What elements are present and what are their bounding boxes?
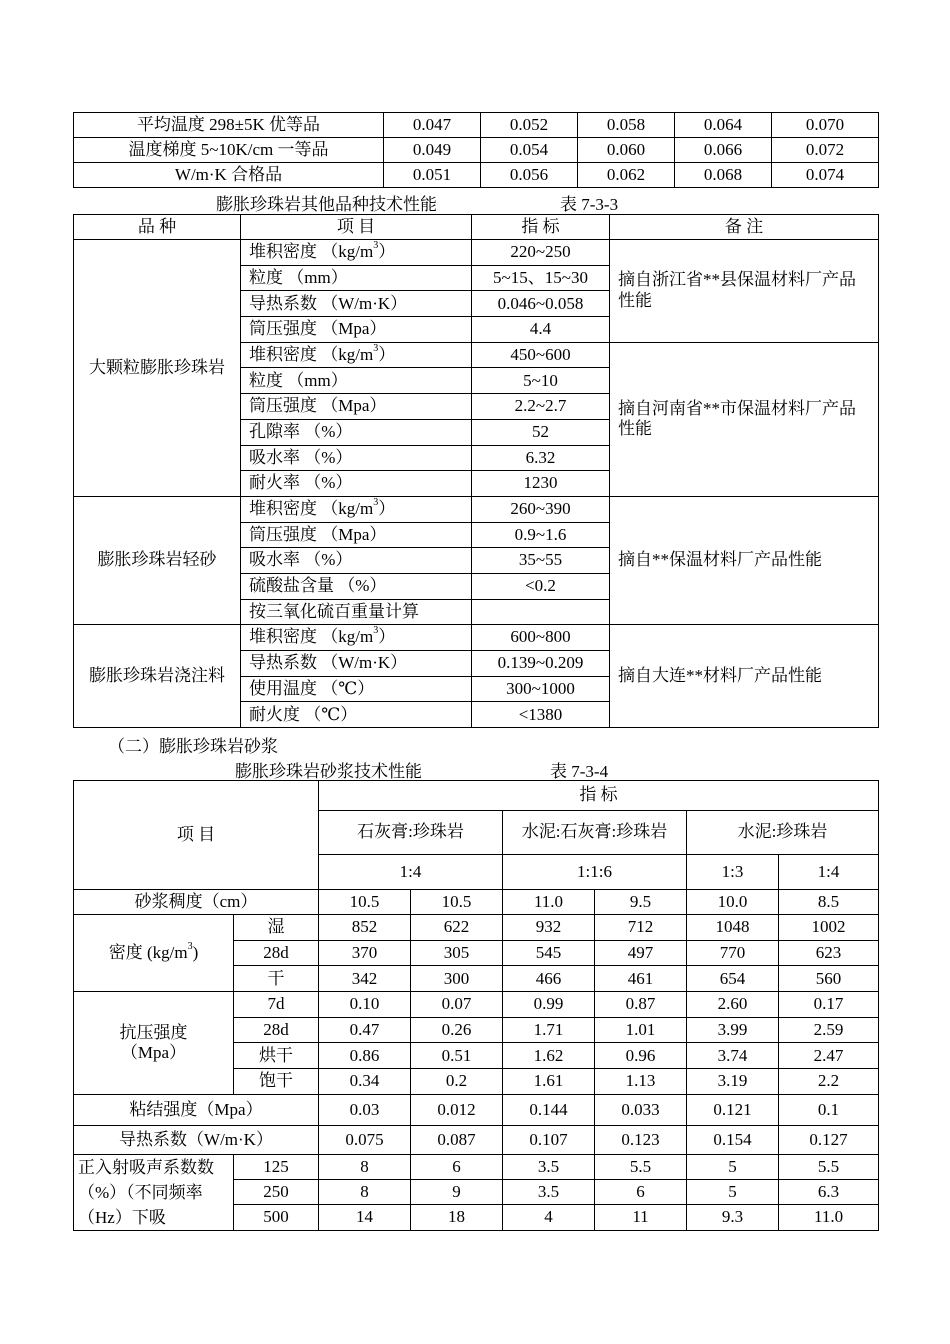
ratio-cell: 1:4 [779,855,879,890]
sub-label: 湿 [234,915,319,941]
sub-label: 28d [234,1017,319,1043]
table-row [74,496,879,522]
value-cell: 0.087 [411,1125,503,1154]
value-cell: 10.0 [687,890,779,915]
item-cell: 筒压强度 （Mpa） [241,394,472,420]
superscript: 3 [187,940,193,952]
ratio-cell: 1:4 [319,855,503,890]
sub-label: 烘干 [234,1043,319,1069]
value-cell: 0.062 [578,163,675,188]
table-row [74,240,879,266]
item-cell-text: 堆积密度 （kg/m [249,242,374,262]
value-cell: 1.71 [503,1017,595,1043]
table-row [74,113,879,138]
value-cell: 35~55 [472,548,610,574]
value-cell: 9.5 [595,890,687,915]
item-cell: 粒度 （mm） [241,368,472,394]
value-cell: 0.9~1.6 [472,522,610,548]
value-cell: 0.26 [411,1017,503,1043]
value-cell: 0.34 [319,1069,411,1095]
item-cell: 导热系数 （W/m·K） [241,291,472,317]
value-cell: 712 [595,915,687,941]
value-cell: 2.60 [687,992,779,1018]
item-cell-text: 堆积密度 （kg/m [249,627,374,647]
value-cell: 0.052 [481,113,578,138]
value-cell: 3.5 [503,1154,595,1179]
sub-label: 28d [234,940,319,966]
item-cell-unit-close: ） [378,344,396,364]
value-cell: 220~250 [472,240,610,266]
item-cell [241,240,472,266]
remark-cell: 摘自河南省**市保温材料厂产品性能 [610,342,879,496]
item-cell: 耐火度 （℃） [241,702,472,728]
value-cell: 18 [411,1205,503,1230]
variety-name: 膨胀珍珠岩轻砂 [74,496,241,624]
value-cell: 0.99 [503,992,595,1018]
item-cell: 粒度 （mm） [241,265,472,291]
value-cell: 466 [503,966,595,992]
table-7-3-4 [73,780,879,1231]
row-label: W/m·K 合格品 [74,163,384,188]
mortar-type: 水泥:珍珠岩 [687,811,879,855]
item-cell: 按三氧化硫百重量计算 [241,599,472,625]
group-label-close: ) [192,942,199,962]
value-cell: 0.96 [595,1043,687,1069]
value-cell: 0.056 [481,163,578,188]
header-cell: 品 种 [74,215,241,240]
value-cell: 8.5 [779,890,879,915]
value-cell: 3.99 [687,1017,779,1043]
remark-cell: 摘自大连**材料厂产品性能 [610,625,879,728]
value-cell: 8 [319,1154,411,1179]
value-cell: 1048 [687,915,779,941]
item-cell: 孔隙率 （%） [241,419,472,445]
value-cell: 932 [503,915,595,941]
value-cell [472,599,610,625]
item-cell: 使用温度 （℃） [241,676,472,702]
sub-label: 250 [234,1180,319,1205]
value-cell: 0.1 [779,1094,879,1125]
sub-label: 125 [234,1154,319,1179]
value-cell: 0.03 [319,1094,411,1125]
table-row [74,215,879,240]
value-cell: 0.144 [503,1094,595,1125]
item-cell-unit-close: ） [378,499,396,519]
value-cell: 3.19 [687,1069,779,1095]
sub-label: 7d [234,992,319,1018]
item-cell-text: 堆积密度 （kg/m [249,499,374,519]
variety-name: 大颗粒膨胀珍珠岩 [74,240,241,497]
value-cell: 300~1000 [472,676,610,702]
value-cell: 654 [687,966,779,992]
value-cell: 1.61 [503,1069,595,1095]
value-cell: 0.068 [675,163,772,188]
item-cell-unit-close: ） [378,242,396,262]
value-cell: 0.046~0.058 [472,291,610,317]
value-cell: 1.62 [503,1043,595,1069]
row-label: 砂浆稠度（cm） [74,890,319,915]
header-cell: 项 目 [241,215,472,240]
value-cell: 0.86 [319,1043,411,1069]
table-row [74,1154,879,1179]
value-cell: 497 [595,940,687,966]
value-cell: 623 [779,940,879,966]
item-cell-unit-close: ） [378,627,396,647]
remark-cell: 摘自**保温材料厂产品性能 [610,496,879,624]
value-cell: 2.2 [779,1069,879,1095]
item-cell: 吸水率 （%） [241,548,472,574]
table-row [74,625,879,651]
superscript: 3 [373,625,379,637]
table-row [74,138,879,163]
index-header: 指 标 [319,781,879,811]
value-cell: 8 [319,1180,411,1205]
item-cell-text: 堆积密度 （kg/m [249,344,374,364]
value-cell: 0.051 [384,163,481,188]
value-cell: 0.154 [687,1125,779,1154]
sub-label: 500 [234,1205,319,1230]
value-cell: 5.5 [779,1154,879,1179]
value-cell: 0.012 [411,1094,503,1125]
table-row [74,1094,879,1125]
row-label: 平均温度 298±5K 优等品 [74,113,384,138]
mortar-type: 石灰膏:珍珠岩 [319,811,503,855]
item-cell: 筒压强度 （Mpa） [241,522,472,548]
top-table [73,112,879,188]
table-row [74,1125,879,1154]
ratio-cell: 1:1:6 [503,855,687,890]
table-row [74,915,879,941]
ratio-cell: 1:3 [687,855,779,890]
table-row [74,890,879,915]
sub-label: 干 [234,966,319,992]
table-7-3-4-title: 膨胀珍珠岩砂浆技术性能 [235,762,422,781]
value-cell: 2.47 [779,1043,879,1069]
mortar-type: 水泥:石灰膏:珍珠岩 [503,811,687,855]
item-cell [241,342,472,368]
table-7-3-3 [73,214,879,728]
item-cell: 硫酸盐含量 （%） [241,573,472,599]
value-cell: 0.054 [481,138,578,163]
value-cell: 5 [687,1154,779,1179]
header-cell: 指 标 [472,215,610,240]
value-cell: 11.0 [779,1205,879,1230]
value-cell: 5~10 [472,368,610,394]
value-cell: 11 [595,1205,687,1230]
value-cell: 0.107 [503,1125,595,1154]
section-heading: （二）膨胀珍珠岩砂浆 [108,737,278,756]
value-cell: 14 [319,1205,411,1230]
item-cell [241,496,472,522]
value-cell: 1.13 [595,1069,687,1095]
value-cell: 370 [319,940,411,966]
value-cell: 0.075 [319,1125,411,1154]
value-cell: 622 [411,915,503,941]
value-cell: 6 [411,1154,503,1179]
value-cell: 0.2 [411,1069,503,1095]
value-cell: 1002 [779,915,879,941]
value-cell: 4.4 [472,317,610,343]
superscript: 3 [373,497,379,509]
value-cell: 0.072 [772,138,879,163]
table-row [74,781,879,811]
item-cell [241,625,472,651]
value-cell: 52 [472,419,610,445]
value-cell: 9.3 [687,1205,779,1230]
value-cell: 5~15、15~30 [472,265,610,291]
table-row [74,163,879,188]
value-cell: 0.139~0.209 [472,651,610,677]
value-cell: 6.3 [779,1180,879,1205]
value-cell: 5 [687,1180,779,1205]
value-cell: 461 [595,966,687,992]
value-cell: 0.123 [595,1125,687,1154]
value-cell: 0.87 [595,992,687,1018]
value-cell: 560 [779,966,879,992]
value-cell: 600~800 [472,625,610,651]
table-row [74,992,879,1018]
value-cell: 0.049 [384,138,481,163]
superscript: 3 [373,240,379,252]
value-cell: 0.033 [595,1094,687,1125]
group-label: 抗压强度（Mpa） [74,992,234,1095]
variety-name: 膨胀珍珠岩浇注料 [74,625,241,728]
item-cell: 吸水率 （%） [241,445,472,471]
value-cell: 770 [687,940,779,966]
value-cell: 6.32 [472,445,610,471]
value-cell: 0.47 [319,1017,411,1043]
item-header: 项 目 [74,781,319,890]
value-cell: 0.07 [411,992,503,1018]
value-cell: 1.01 [595,1017,687,1043]
group-label [74,915,234,992]
value-cell: 4 [503,1205,595,1230]
group-label: 正入射吸声系数数（%）（不同频率（Hz）下吸 [74,1154,234,1230]
sub-label: 饱干 [234,1069,319,1095]
value-cell: 0.070 [772,113,879,138]
value-cell: 0.066 [675,138,772,163]
value-cell: 5.5 [595,1154,687,1179]
item-cell: 筒压强度 （Mpa） [241,317,472,343]
value-cell: 342 [319,966,411,992]
remark-cell: 摘自浙江省**县保温材料厂产品性能 [610,240,879,343]
value-cell: 11.0 [503,890,595,915]
row-label: 导热系数（W/m·K） [74,1125,319,1154]
value-cell: <0.2 [472,573,610,599]
row-label: 温度梯度 5~10K/cm 一等品 [74,138,384,163]
group-label-text: 密度 (kg/m [108,942,188,962]
value-cell: 2.59 [779,1017,879,1043]
value-cell: 0.058 [578,113,675,138]
table-7-3-3-title: 膨胀珍珠岩其他品种技术性能 [216,195,437,214]
value-cell: 0.10 [319,992,411,1018]
value-cell: 3.5 [503,1180,595,1205]
value-cell: 300 [411,966,503,992]
value-cell: 3.74 [687,1043,779,1069]
table-7-3-3-number: 表 7-3-3 [560,195,619,214]
value-cell: 0.064 [675,113,772,138]
value-cell: 0.060 [578,138,675,163]
value-cell: 2.2~2.7 [472,394,610,420]
row-label: 粘结强度（Mpa） [74,1094,319,1125]
header-cell: 备 注 [610,215,879,240]
value-cell: 0.127 [779,1125,879,1154]
value-cell: 0.51 [411,1043,503,1069]
item-cell: 耐火率 （%） [241,471,472,497]
value-cell: 10.5 [319,890,411,915]
superscript: 3 [373,342,379,354]
value-cell: 852 [319,915,411,941]
value-cell: 1230 [472,471,610,497]
value-cell: 305 [411,940,503,966]
value-cell: 6 [595,1180,687,1205]
value-cell: 545 [503,940,595,966]
value-cell: 0.121 [687,1094,779,1125]
value-cell: 450~600 [472,342,610,368]
value-cell: 0.074 [772,163,879,188]
table-7-3-4-number: 表 7-3-4 [550,762,609,781]
value-cell: 0.047 [384,113,481,138]
value-cell: 9 [411,1180,503,1205]
item-cell: 导热系数 （W/m·K） [241,651,472,677]
value-cell: <1380 [472,702,610,728]
value-cell: 260~390 [472,496,610,522]
value-cell: 0.17 [779,992,879,1018]
value-cell: 10.5 [411,890,503,915]
